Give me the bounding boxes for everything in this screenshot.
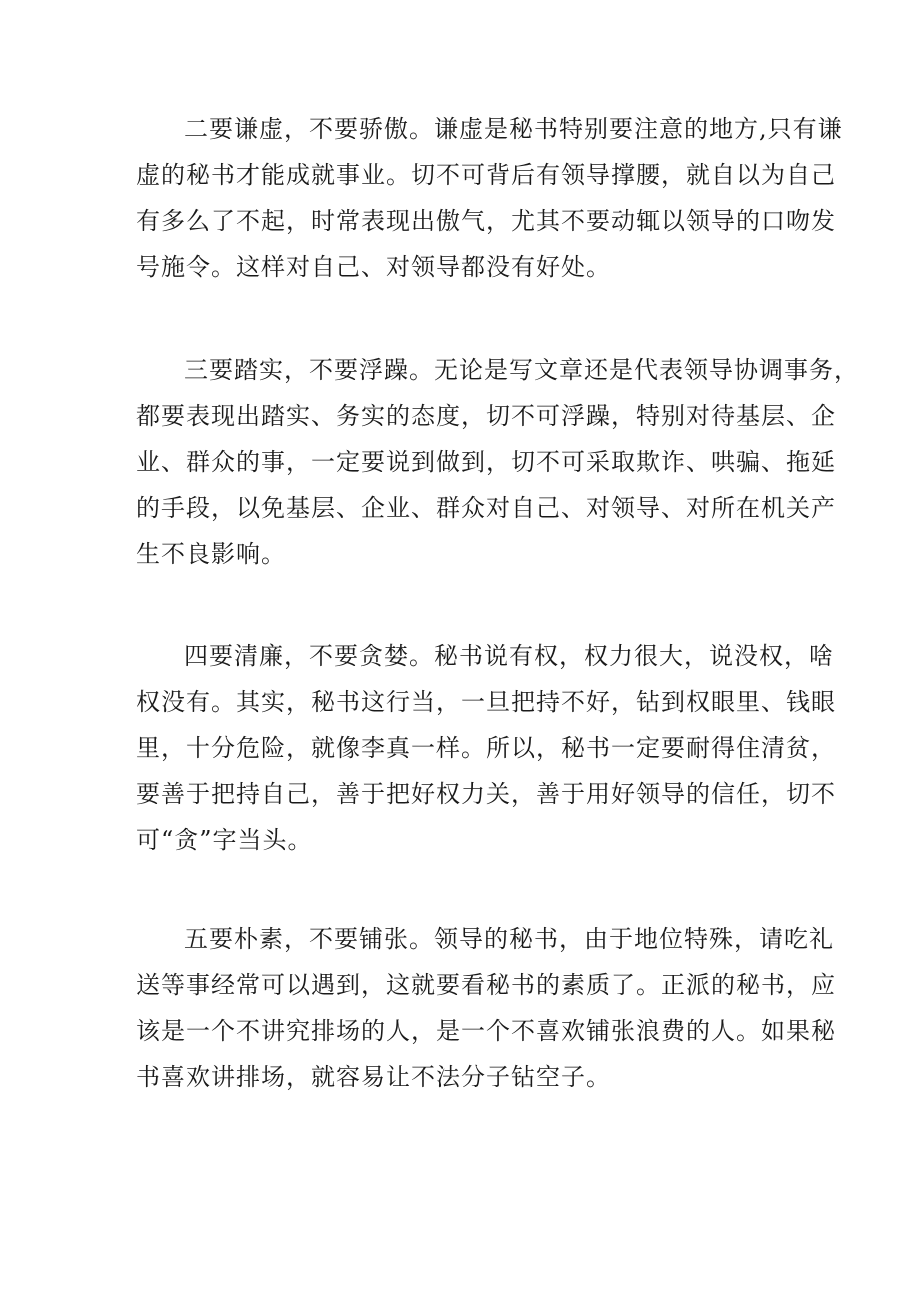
paragraph-line: 书喜欢讲排场，就容易让不法分子钻空子。 (136, 1063, 611, 1091)
paragraph-line: 有多么了不起，时常表现出傲气，尤其不要动辄以领导的口吻发 (136, 207, 836, 235)
paragraph-line: 可“贪”字当头。 (136, 826, 313, 854)
paragraph-line: 生不良影响。 (136, 540, 286, 568)
paragraph-line: 四要清廉，不要贪婪。秘书说有权，权力很大，说没权，啥 (184, 642, 834, 670)
paragraph-line: 该是一个不讲究排场的人，是一个不喜欢铺张浪费的人。如果秘 (136, 1017, 836, 1045)
paragraph-line: 二要谦虚，不要骄傲。谦虚是秘书特别要注意的地方,只有谦 (184, 115, 843, 143)
paragraph-humility (136, 106, 843, 290)
paragraph-steadiness (136, 347, 859, 577)
paragraph-simplicity (136, 916, 836, 1100)
paragraph-line: 号施令。这样对自己、对领导都没有好处。 (136, 253, 611, 281)
paragraph-line: 虚的秘书才能成就事业。切不可背后有领导撑腰，就自以为自己 (136, 161, 836, 189)
paragraph-line: 五要朴素，不要铺张。领导的秘书，由于地位特殊，请吃礼 (184, 925, 834, 953)
paragraph-line: 送等事经常可以遇到，这就要看秘书的素质了。正派的秘书，应 (136, 971, 836, 999)
paragraph-line: 业、群众的事，一定要说到做到，切不可采取欺诈、哄骗、拖延 (136, 448, 836, 476)
paragraph-line: 要善于把持自己，善于把好权力关，善于用好领导的信任，切不 (136, 780, 836, 808)
paragraph-line: 三要踏实，不要浮躁。无论是写文章还是代表领导协调事务， (184, 356, 859, 384)
paragraph-line: 里，十分危险，就像李真一样。所以，秘书一定要耐得住清贫， (136, 734, 836, 762)
paragraph-line: 都要表现出踏实、务实的态度，切不可浮躁，特别对待基层、企 (136, 402, 836, 430)
paragraph-integrity (136, 633, 836, 863)
paragraph-line: 权没有。其实，秘书这行当，一旦把持不好，钻到权眼里、钱眼 (136, 688, 836, 716)
paragraph-line: 的手段，以免基层、企业、群众对自己、对领导、对所在机关产 (136, 494, 836, 522)
